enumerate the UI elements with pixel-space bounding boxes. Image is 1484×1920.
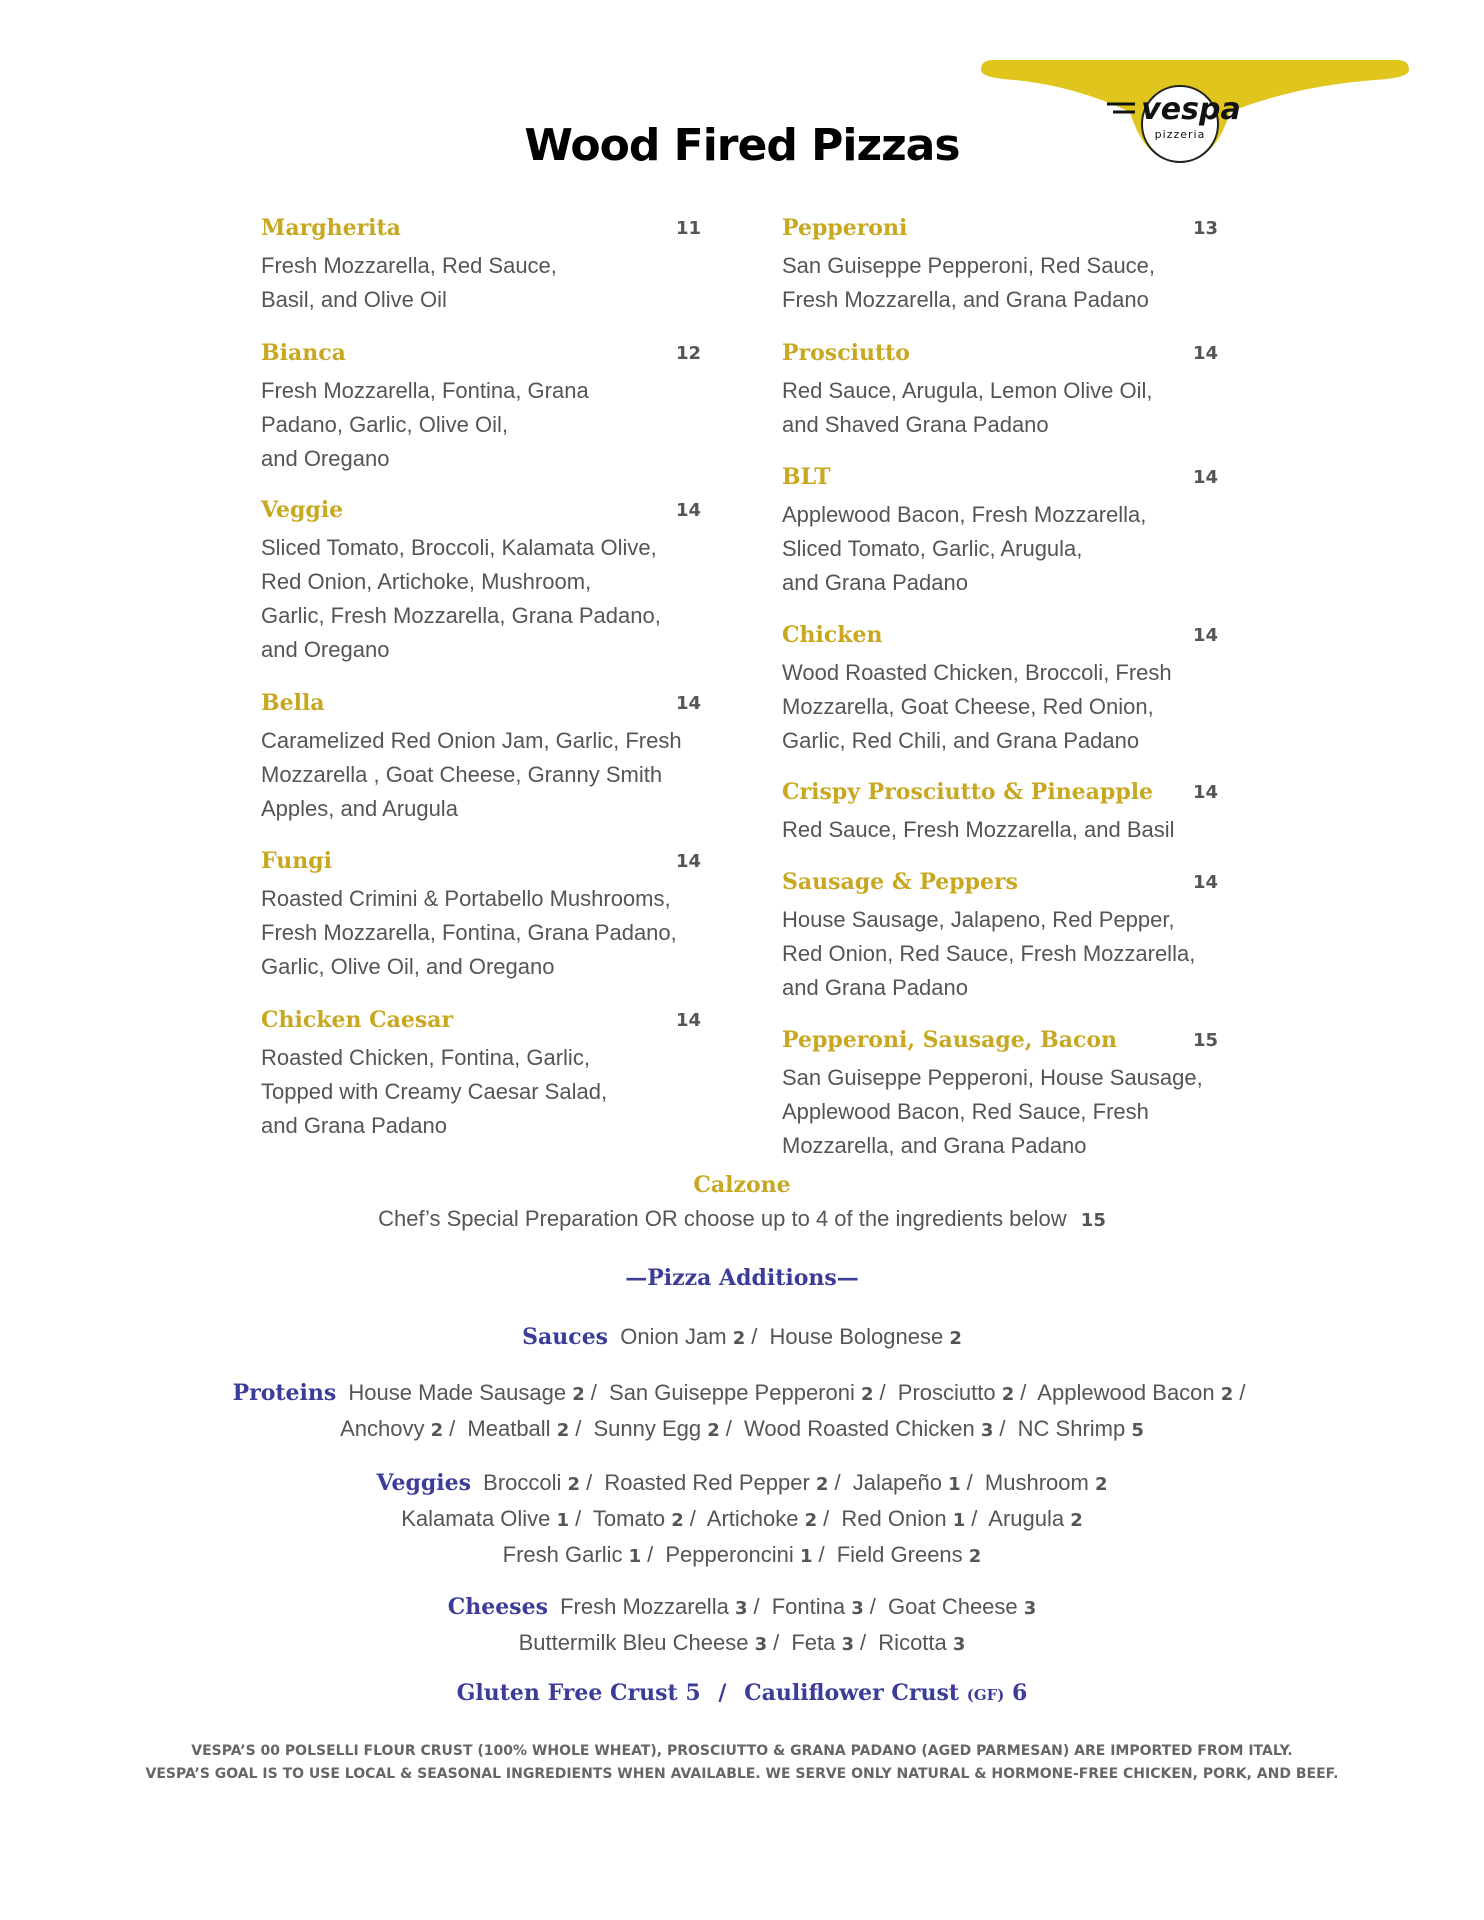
addition-name: Fontina — [771, 1594, 846, 1619]
addition-item — [665, 1542, 812, 1567]
item-description: Red Sauce, Fresh Mozzarella, and Basil — [782, 817, 1175, 842]
addition-item — [888, 1594, 1036, 1619]
addition-price: 2 — [804, 1510, 818, 1531]
addition-item — [503, 1542, 641, 1567]
item-name: Pepperoni, Sausage, Bacon — [782, 1027, 1118, 1053]
item-name: Fungi — [261, 848, 332, 874]
proteins-block: Proteins House Made Sausage 2 / San Guiseppe Pepperoni 2 / Prosciutto 2 / Applewood Bacon 2 / Anchovy 2 / Meatball 2 / Sunny Egg 2 / Wood Roasted Chicken 3 / NC Shrimp 5 — [232, 1380, 1246, 1441]
veggies-block: Veggies Broccoli 2 / Roasted Red Pepper 2 / Jalapeño 1 / Mushroom 2 Kalamata Olive 1 / Tomato 2 / Artichoke 2 / Red Onion 1 / Arugula 2 Fresh Garlic 1 / Pepperoncini 1 / Field Greens 2 — [376, 1470, 1108, 1567]
addition-price: 2 — [572, 1384, 585, 1405]
addition-item — [744, 1416, 993, 1441]
logo-subtext: pizzeria — [1154, 128, 1206, 141]
addition-price: 3 — [980, 1420, 994, 1441]
addition-price: 3 — [841, 1634, 855, 1655]
addition-item — [1037, 1380, 1233, 1405]
addition-name: Kalamata Olive — [401, 1506, 551, 1531]
proteins-label: Proteins — [232, 1380, 337, 1406]
addition-price: 2 — [732, 1328, 746, 1349]
menu-item — [782, 1027, 1218, 1163]
addition-item — [467, 1416, 569, 1441]
item-price: 14 — [1192, 782, 1218, 803]
gluten-free-crust: Gluten Free Crust 5 — [456, 1680, 701, 1706]
addition-price: 2 — [567, 1474, 581, 1495]
addition-price: 2 — [430, 1420, 444, 1441]
addition-name: Roasted Red Pepper — [604, 1470, 810, 1495]
addition-item — [340, 1416, 443, 1441]
pizza-list-right — [782, 215, 1218, 1163]
addition-price: 2 — [1094, 1474, 1108, 1495]
menu-item — [782, 215, 1218, 340]
cauliflower-price: 6 — [1012, 1680, 1028, 1706]
sauces-block: Sauces Onion Jam 2 / House Bolognese 2 — [522, 1324, 962, 1350]
addition-item — [772, 1594, 864, 1619]
addition-price: 3 — [851, 1598, 864, 1619]
footnote-imported: VESPA’S 00 POLSELLI FLOUR CRUST (100% WHOLE WHEAT), PROSCIUTTO & GRANA PADANO (AGED PARMESAN) ARE IMPORTED FROM ITALY. — [191, 1743, 1293, 1759]
item-price: 14 — [1192, 872, 1218, 893]
calzone-desc-text: Chef’s Special Preparation OR choose up to 4 of the ingredients below — [378, 1206, 1067, 1231]
addition-price: 2 — [707, 1420, 720, 1441]
cheeses-label: Cheeses — [447, 1594, 548, 1620]
addition-name: House Made Sausage — [348, 1380, 567, 1405]
addition-price: 1 — [799, 1546, 813, 1567]
addition-item — [609, 1380, 874, 1405]
addition-name: NC Shrimp — [1017, 1416, 1126, 1441]
item-name: Chicken — [782, 622, 883, 648]
menu-item — [261, 215, 701, 340]
addition-item — [770, 1324, 962, 1349]
item-price: 14 — [675, 500, 701, 521]
item-name: Veggie — [261, 497, 344, 523]
item-price: 14 — [675, 851, 701, 872]
addition-item — [988, 1506, 1083, 1531]
addition-name: Sunny Egg — [593, 1416, 702, 1441]
cheeses-block: Cheeses Fresh Mozzarella 3 / Fontina 3 / Goat Cheese 3 Buttermilk Bleu Cheese 3 / Feta 3 / Ricotta 3 — [447, 1594, 1037, 1655]
addition-name: Feta — [791, 1630, 836, 1655]
sauces-label: Sauces — [522, 1324, 609, 1350]
item-name: Prosciutto — [782, 340, 910, 366]
calzone-title: Calzone — [693, 1172, 791, 1198]
item-price: 15 — [1192, 1030, 1218, 1051]
item-description: San Guiseppe Pepperoni, House Sausage, Applewood Bacon, Red Sauce, Fresh Mozzarella, and Grana Padano — [782, 1065, 1203, 1158]
addition-price: 2 — [556, 1420, 570, 1441]
item-description: Wood Roasted Chicken, Broccoli, Fresh Mozzarella, Goat Cheese, Red Onion, Garlic, Red Chili, and Grana Padano — [782, 660, 1172, 753]
calzone-price: 15 — [1080, 1210, 1106, 1231]
item-description: Applewood Bacon, Fresh Mozzarella, Sliced Tomato, Garlic, Arugula, and Grana Padano — [782, 502, 1147, 595]
addition-name: Arugula — [988, 1506, 1065, 1531]
addition-price: 1 — [556, 1510, 570, 1531]
addition-item — [560, 1594, 747, 1619]
addition-price: 3 — [734, 1598, 748, 1619]
menu-item — [261, 1007, 701, 1143]
item-description: Fresh Mozzarella, Red Sauce, Basil, and Olive Oil — [261, 253, 557, 312]
gf-tag: (GF) — [966, 1686, 1005, 1704]
menu-item — [261, 497, 701, 690]
addition-item — [604, 1470, 828, 1495]
item-name: Chicken Caesar — [261, 1007, 454, 1033]
addition-item — [483, 1470, 580, 1495]
addition-item — [1018, 1416, 1144, 1441]
menu-item — [782, 779, 1218, 869]
item-price: 14 — [1192, 343, 1218, 364]
addition-name: Buttermilk Bleu Cheese — [518, 1630, 749, 1655]
addition-name: Pepperoncini — [665, 1542, 794, 1567]
crust-separator: / — [718, 1680, 727, 1706]
menu-item — [782, 340, 1218, 464]
item-price: 11 — [675, 218, 701, 239]
item-description: Caramelized Red Onion Jam, Garlic, Fresh Mozzarella , Goat Cheese, Granny Smith Apples, and Arugula — [261, 728, 682, 821]
addition-item — [878, 1630, 965, 1655]
item-name: Bella — [261, 690, 325, 716]
crust-options — [0, 1680, 1484, 1706]
item-name: Bianca — [261, 340, 346, 366]
addition-name: Broccoli — [483, 1470, 562, 1495]
addition-price: 2 — [1070, 1510, 1083, 1531]
addition-item — [841, 1506, 965, 1531]
menu-item — [782, 622, 1218, 779]
addition-item — [593, 1506, 684, 1531]
menu-item — [261, 848, 701, 1007]
additions-title: —Pizza Additions— — [625, 1265, 859, 1291]
addition-price: 3 — [1023, 1598, 1037, 1619]
addition-item — [401, 1506, 569, 1531]
item-description: Sliced Tomato, Broccoli, Kalamata Olive, Red Onion, Artichoke, Mushroom, Garlic, Fresh Mozzarella, Grana Padano, and Oregano — [261, 535, 661, 662]
addition-price: 2 — [1001, 1384, 1015, 1405]
addition-price: 3 — [952, 1634, 966, 1655]
item-description: Roasted Crimini & Portabello Mushrooms, Fresh Mozzarella, Fontina, Grana Padano, Garlic, Olive Oil, and Oregano — [261, 886, 677, 979]
addition-item — [620, 1324, 745, 1349]
addition-name: House Bolognese — [769, 1324, 944, 1349]
addition-name: Tomato — [592, 1506, 666, 1531]
addition-name: Meatball — [467, 1416, 551, 1441]
page-title: Wood Fired Pizzas — [524, 120, 960, 171]
addition-name: San Guiseppe Pepperoni — [609, 1380, 855, 1405]
addition-name: Wood Roasted Chicken — [744, 1416, 975, 1441]
addition-name: Fresh Mozzarella — [560, 1594, 729, 1619]
item-price: 14 — [675, 1010, 701, 1031]
addition-item — [791, 1630, 854, 1655]
menu-item — [261, 690, 701, 848]
item-name: Sausage & Peppers — [782, 869, 1019, 895]
addition-price: 3 — [754, 1634, 768, 1655]
addition-item — [348, 1380, 584, 1405]
item-description: San Guiseppe Pepperoni, Red Sauce, Fresh Mozzarella, and Grana Padano — [782, 253, 1156, 312]
addition-name: Jalapeño — [852, 1470, 943, 1495]
addition-name: Fresh Garlic — [502, 1542, 623, 1567]
item-description: Red Sauce, Arugula, Lemon Olive Oil, and Shaved Grana Padano — [782, 378, 1153, 437]
logo-text: vespa — [1141, 92, 1241, 127]
menu-item — [782, 464, 1218, 622]
addition-item — [985, 1470, 1108, 1495]
addition-price: 2 — [815, 1474, 829, 1495]
item-name: BLT — [782, 464, 831, 490]
item-price: 12 — [675, 343, 701, 364]
item-price: 14 — [1192, 467, 1218, 488]
addition-name: Red Onion — [841, 1506, 947, 1531]
addition-name: Goat Cheese — [888, 1594, 1018, 1619]
addition-price: 1 — [952, 1510, 966, 1531]
addition-name: Artichoke — [706, 1506, 799, 1531]
menu-item — [782, 869, 1218, 1027]
addition-item — [898, 1380, 1014, 1405]
item-price: 14 — [1192, 625, 1218, 646]
addition-price: 2 — [949, 1328, 962, 1349]
addition-item — [853, 1470, 961, 1495]
addition-name: Field Greens — [836, 1542, 963, 1567]
item-name: Pepperoni — [782, 215, 908, 241]
addition-item — [519, 1630, 768, 1655]
addition-item — [593, 1416, 719, 1441]
addition-price: 2 — [1220, 1384, 1234, 1405]
addition-price: 2 — [671, 1510, 684, 1531]
addition-name: Onion Jam — [620, 1324, 727, 1349]
addition-item — [707, 1506, 817, 1531]
addition-price: 2 — [968, 1546, 982, 1567]
addition-name: Mushroom — [984, 1470, 1089, 1495]
item-price: 13 — [1192, 218, 1218, 239]
addition-name: Anchovy — [340, 1416, 425, 1441]
menu-item — [261, 340, 701, 497]
item-name: Crispy Prosciutto & Pineapple — [782, 779, 1154, 805]
addition-price: 2 — [861, 1384, 874, 1405]
item-description: Roasted Chicken, Fontina, Garlic, Topped with Creamy Caesar Salad, and Grana Padano — [261, 1045, 608, 1138]
item-description: Fresh Mozzarella, Fontina, Grana Padano, Garlic, Olive Oil, and Oregano — [261, 378, 589, 471]
addition-name: Prosciutto — [897, 1380, 996, 1405]
pizza-list-left — [261, 215, 701, 1143]
veggies-label: Veggies — [376, 1470, 472, 1496]
cauliflower-crust: Cauliflower Crust — [744, 1680, 960, 1706]
item-price: 14 — [675, 693, 701, 714]
calzone-description — [0, 1206, 1484, 1232]
item-description: House Sausage, Jalapeno, Red Pepper, Red Onion, Red Sauce, Fresh Mozzarella, and Grana Padano — [782, 907, 1196, 1000]
addition-price: 1 — [948, 1474, 961, 1495]
addition-name: Applewood Bacon — [1037, 1380, 1215, 1405]
footnote-local: VESPA’S GOAL IS TO USE LOCAL & SEASONAL INGREDIENTS WHEN AVAILABLE. WE SERVE ONLY NATURAL & HORMONE-FREE CHICKEN, PORK, AND BEEF. — [145, 1766, 1339, 1782]
addition-price: 5 — [1131, 1420, 1144, 1441]
addition-item — [837, 1542, 982, 1567]
addition-price: 1 — [628, 1546, 642, 1567]
addition-name: Ricotta — [878, 1630, 947, 1655]
item-name: Margherita — [261, 215, 401, 241]
